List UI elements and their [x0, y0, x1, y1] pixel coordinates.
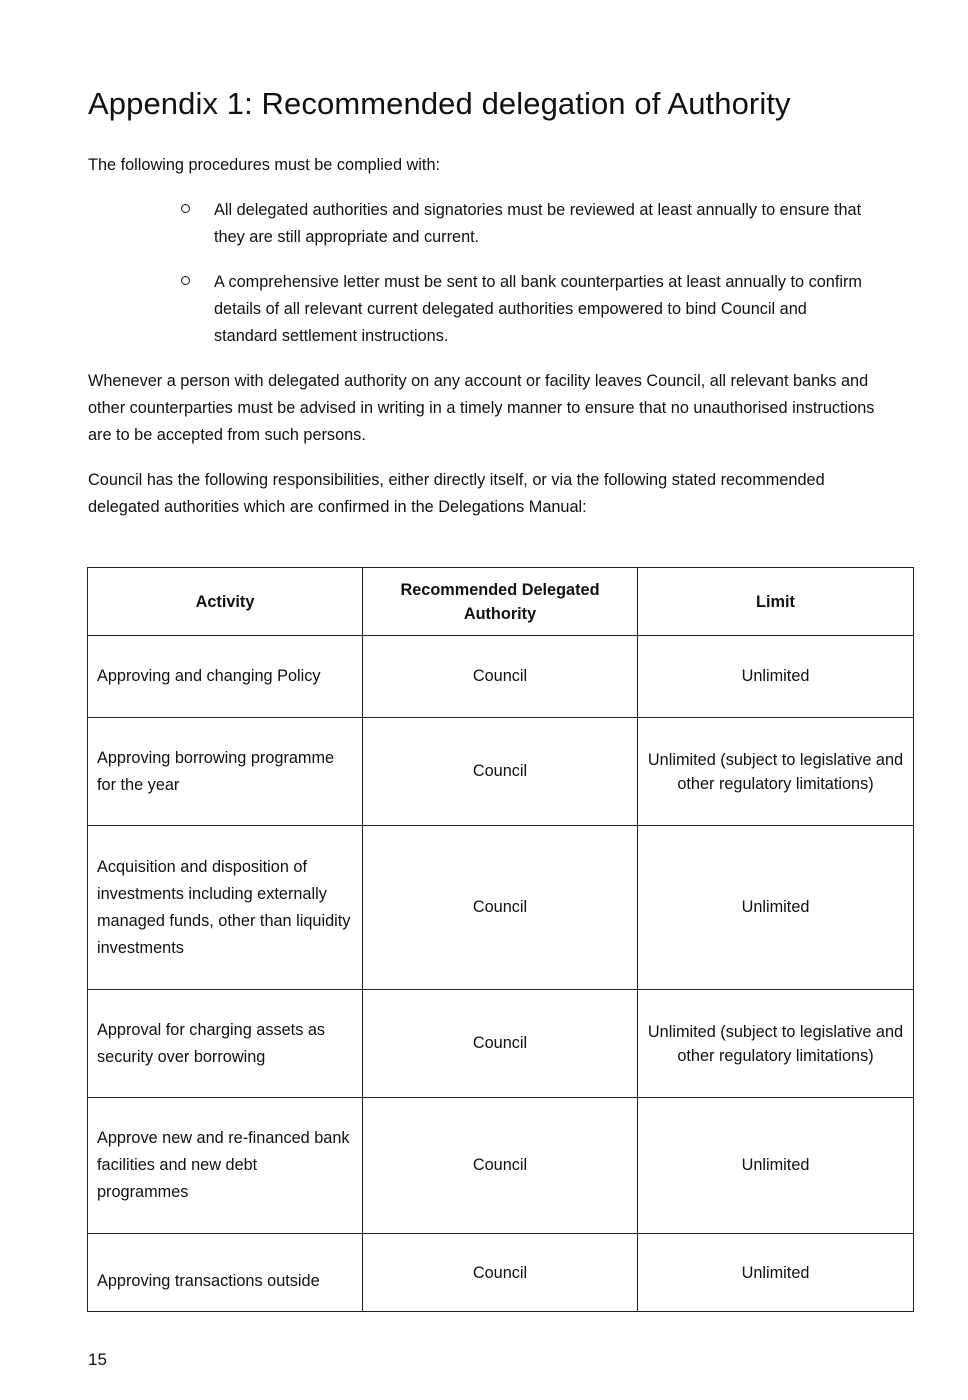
- limit-cell: Unlimited: [638, 1234, 914, 1312]
- departure-paragraph: Whenever a person with delegated authority on any account or facility leaves Council, all relevant banks and other counterparties must be advised in writing in a timely manner to ensure that no unauthorised instructions are to be accepted from such persons.: [88, 372, 875, 444]
- limit-cell: Unlimited: [638, 636, 914, 718]
- limit-cell: Unlimited (subject to legislative and other regulatory limitations): [638, 990, 914, 1098]
- table-row: [88, 718, 914, 826]
- activity-cell: Approving borrowing programme for the year: [88, 718, 363, 826]
- table-row: [88, 990, 914, 1098]
- header-authority: Recommended Delegated Authority: [363, 568, 638, 636]
- list-item-text: A comprehensive letter must be sent to all bank counterparties at least annually to confirm details of all relevant current delegated authorities empowered to bind Council and standard settlement instructions.: [214, 273, 862, 345]
- table-row: [88, 636, 914, 718]
- page-number: 15: [88, 1350, 107, 1369]
- table-row: [88, 826, 914, 990]
- intro-paragraph: The following procedures must be complied with:: [88, 156, 441, 174]
- authority-cell: Council: [363, 990, 638, 1098]
- activity-cell: Acquisition and disposition of investments including externally managed funds, other than liquidity investments: [88, 826, 363, 990]
- table-row: [88, 1234, 914, 1312]
- authority-cell: Council: [363, 1098, 638, 1234]
- activity-cell: Approving transactions outside: [88, 1234, 363, 1312]
- authority-cell: Council: [363, 1234, 638, 1312]
- header-activity: Activity: [88, 568, 363, 636]
- activity-cell: Approval for charging assets as security over borrowing: [88, 990, 363, 1098]
- header-limit: Limit: [638, 568, 914, 636]
- activity-cell: Approve new and re-financed bank facilities and new debt programmes: [88, 1098, 363, 1234]
- table-header-row: [88, 568, 914, 636]
- activity-cell: Approving and changing Policy: [88, 636, 363, 718]
- authority-cell: Council: [363, 718, 638, 826]
- hollow-bullet-icon: [181, 276, 190, 285]
- table-row: [88, 1098, 914, 1234]
- authority-cell: Council: [363, 826, 638, 990]
- hollow-bullet-icon: [181, 204, 190, 213]
- limit-cell: Unlimited (subject to legislative and other regulatory limitations): [638, 718, 914, 826]
- authority-cell: Council: [363, 636, 638, 718]
- limit-cell: Unlimited: [638, 1098, 914, 1234]
- page-title: Appendix 1: Recommended delegation of Authority: [88, 86, 791, 121]
- delegation-table: [87, 567, 914, 1312]
- limit-cell: Unlimited: [638, 826, 914, 990]
- list-item-text: All delegated authorities and signatories must be reviewed at least annually to ensure that they are still appropriate and current.: [214, 201, 862, 246]
- responsibilities-paragraph: Council has the following responsibilities, either directly itself, or via the following stated recommended delegated authorities which are confirmed in the Delegations Manual:: [88, 471, 825, 516]
